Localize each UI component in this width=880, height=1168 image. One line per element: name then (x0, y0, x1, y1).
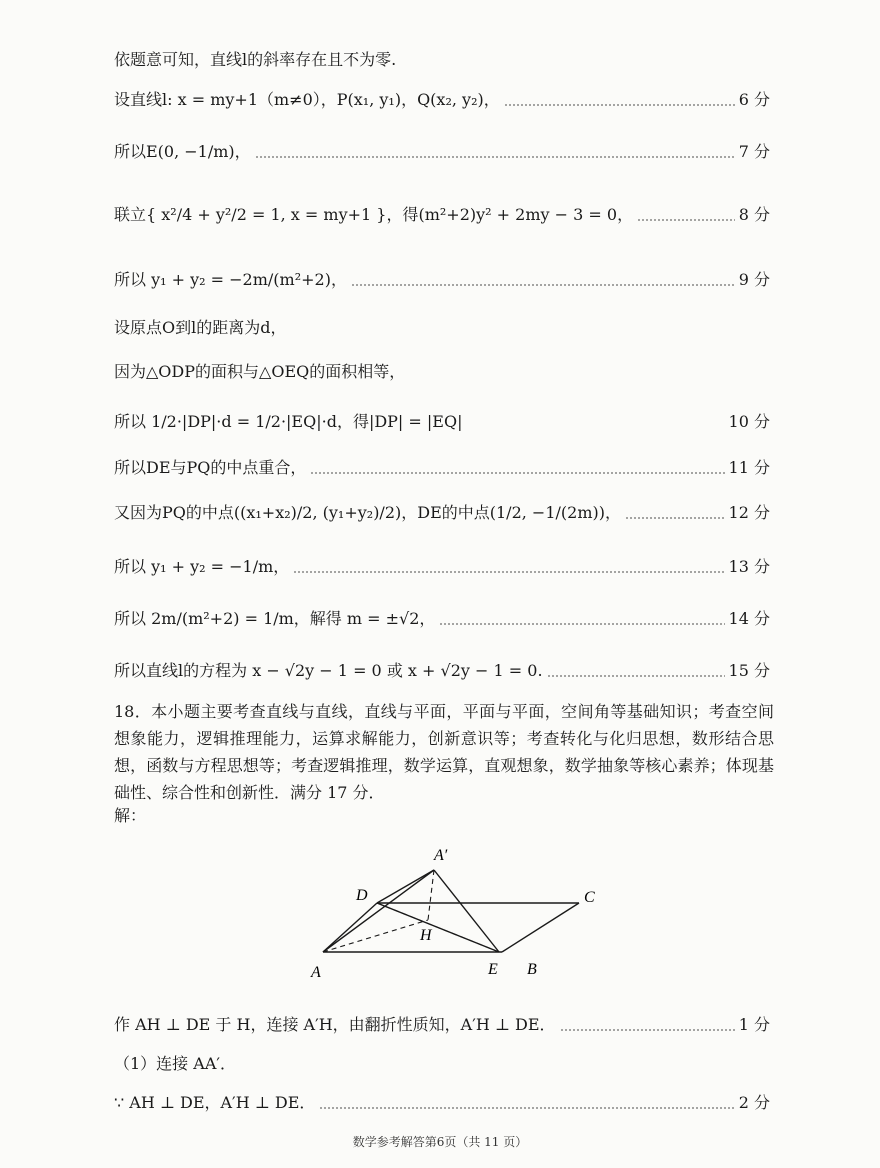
edge-DA-prime (377, 870, 434, 903)
score-label: 12 分 (728, 503, 770, 522)
geometry-figure (300, 840, 620, 985)
edge-AA-prime (323, 870, 434, 952)
dashed-DE-inner (377, 903, 499, 952)
solution-line-13: 所以直线l的方程为 x − √2y − 1 = 0 或 x + √2y − 1 = 0. 15 分 (114, 661, 770, 680)
dashed-A-prime-H (428, 870, 434, 920)
score-label: 9 分 (738, 270, 770, 289)
solution-line-18-1: 作 AH ⊥ DE 于 H，连接 A′H，由翻折性质知，A′H ⊥ DE． 1 分 (114, 1015, 770, 1034)
leader-dots (310, 472, 724, 474)
leader-dots (255, 156, 735, 158)
leader-dots (439, 623, 724, 625)
leader-dots (547, 675, 725, 677)
score-label: 14 分 (728, 609, 770, 628)
solution-line-3: 所以E(0, −1/m)， 7 分 (114, 142, 770, 161)
solution-line-9: 所以DE与PQ的中点重合， 11 分 (114, 458, 770, 477)
label-H: H (420, 927, 432, 944)
leader-dots (504, 104, 735, 106)
dashed-AH (323, 920, 428, 952)
edge-DA (323, 903, 377, 952)
solution-line-18-2: （1）连接 AA′． (114, 1054, 237, 1073)
solution-line-5: 所以 y₁ + y₂ = −2m/(m²+2)， 9 分 (114, 270, 770, 289)
leader-dots (351, 284, 735, 286)
label-A-prime: A′ (434, 847, 448, 864)
solution-line-2: 设直线l: x = my+1（m≠0），P(x₁, y₁)，Q(x₂, y₂)， 6 分 (114, 90, 770, 109)
solution-line-1: 依题意可知，直线l的斜率存在且不为零. (114, 50, 397, 69)
label-B: B (527, 961, 537, 978)
score-label: 13 分 (728, 557, 770, 576)
page-footer: 数学参考解答第6页（共 11 页） (352, 1135, 528, 1149)
leader-dots (637, 219, 735, 221)
leader-dots (293, 571, 724, 573)
leader-dots (625, 517, 725, 519)
score-label: 8 分 (738, 205, 770, 224)
solution-line-12: 所以 2m/(m²+2) = 1/m，解得 m = ±√2， 14 分 (114, 609, 770, 628)
label-E: E (488, 961, 498, 978)
solution-line-7: 因为△ODP的面积与△OEQ的面积相等， (114, 362, 406, 381)
score-label: 2 分 (738, 1093, 770, 1112)
solution-line-6: 设原点O到l的距离为d， (114, 318, 287, 337)
label-A: A (311, 964, 321, 981)
score-label: 7 分 (738, 142, 770, 161)
solution-label: 解： (114, 806, 147, 825)
leader-dots (319, 1107, 734, 1109)
label-D: D (356, 887, 368, 904)
solution-line-10: 又因为PQ的中点((x₁+x₂)/2, (y₁+y₂)/2)，DE的中点(1/2, −1/(2m))， 12 分 (114, 503, 770, 522)
score-label: 11 分 (728, 458, 770, 477)
edge-BC (502, 903, 579, 952)
score-label: 1 分 (738, 1015, 770, 1034)
leader-dots (560, 1029, 735, 1031)
score-label: 15 分 (728, 661, 770, 680)
problem-18-intro: 18．本小题主要考查直线与直线，直线与平面，平面与平面，空间角等基础知识；考查空间想象能力，逻辑推理能力，运算求解能力，创新意识等；考查转化与化归思想，数形结合思想，函数与方程思想等；考查逻辑推理，数学运算，直观想象，数学抽象等核心素养；体现基础性、综合性和创新性．满分 17 分． (114, 702, 774, 802)
solution-line-18-3: ∵ AH ⊥ DE，A′H ⊥ DE． 2 分 (114, 1093, 770, 1112)
solution-line-11: 所以 y₁ + y₂ = −1/m， 13 分 (114, 557, 770, 576)
score-label: 10 分 (728, 412, 770, 431)
solution-line-4: 联立{ x²/4 + y²/2 = 1, x = my+1 }，得(m²+2)y² + 2my − 3 = 0， 8 分 (114, 205, 770, 224)
solution-line-8: 所以 1/2·|DP|·d = 1/2·|EQ|·d，得|DP| = |EQ| 10 分 (114, 412, 770, 431)
score-label: 6 分 (738, 90, 770, 109)
label-C: C (584, 889, 595, 906)
